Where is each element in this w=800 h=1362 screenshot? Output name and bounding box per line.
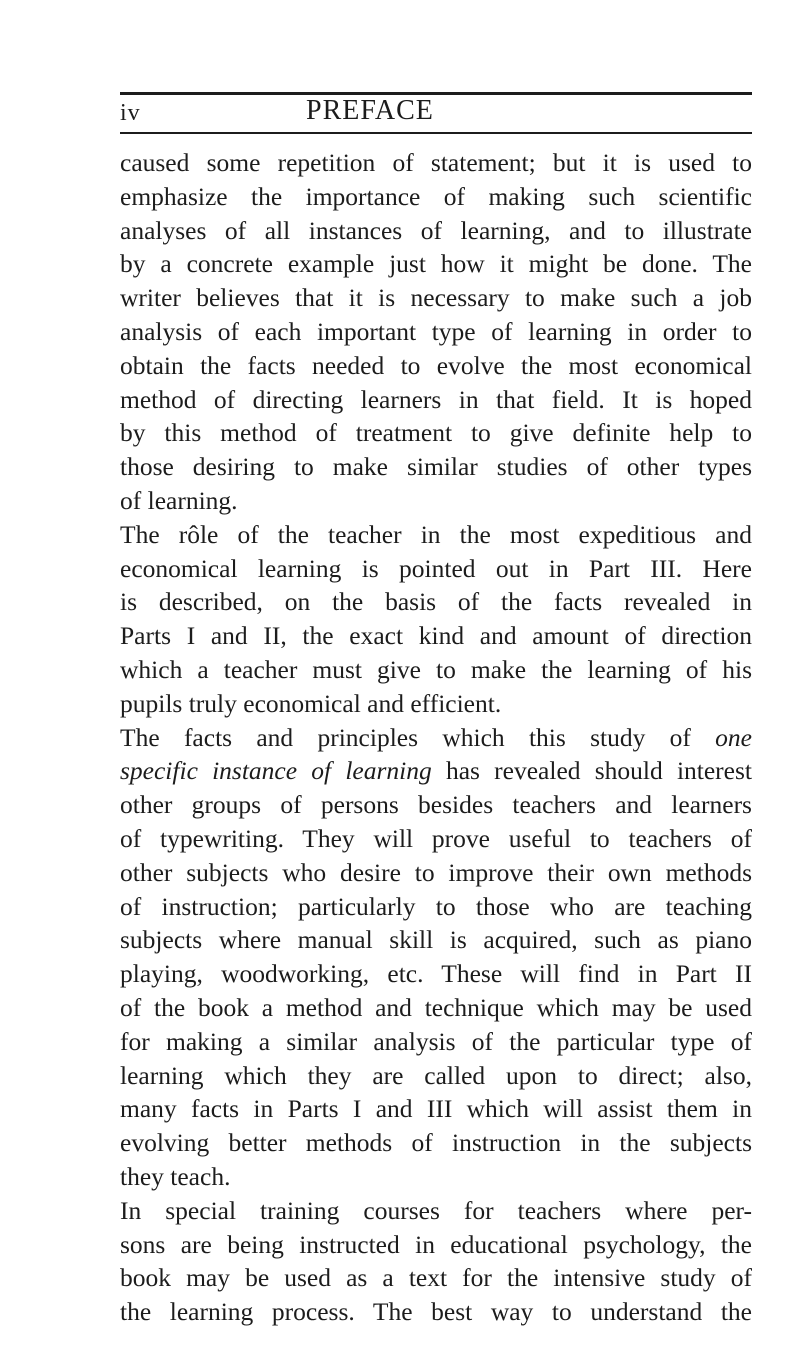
text-line: obtain the facts needed to evolve the most economical [120, 350, 752, 380]
text-line: subjects where manual skill is acquired, such as piano [120, 925, 752, 955]
text-line: they teach. [120, 1161, 231, 1191]
header-rule-bottom [120, 132, 752, 134]
text-line: for making a similar analysis of the particular type of [120, 1026, 752, 1056]
text-line: caused some repetition of statement; but it is used to [120, 148, 752, 177]
text-line [120, 721, 752, 755]
text-line: In special training courses for teachers where per- [120, 1195, 752, 1225]
text-line: Parts I and II, the exact kind and amount of direction [120, 621, 752, 651]
body-text [120, 146, 752, 1329]
text-line: other subjects who desire to improve their own methods [120, 857, 752, 887]
text-line: of the book a method and technique which may be used [120, 992, 752, 1022]
text-line: which a teacher must give to make the learning of his [120, 654, 752, 684]
text-segment: has revealed should interest [431, 756, 753, 786]
running-head [120, 92, 752, 136]
text-line: method of directing learners in that field. It is hoped [120, 384, 752, 414]
text-line: of typewriting. They will prove useful to teachers of [120, 823, 752, 853]
text-line: by this method of treatment to give definite help to [120, 418, 752, 448]
text-line: The rôle of the teacher in the most expeditious and [120, 519, 752, 549]
text-line: of instruction; particularly to those who are teaching [120, 891, 752, 921]
text-line: those desiring to make similar studies of other types [120, 452, 752, 482]
text-segment: The facts and principles which this study of [120, 722, 716, 752]
italic-text: specific instance of learning [120, 756, 432, 786]
page-number: iv [120, 100, 141, 126]
text-line: the learning process. The best way to understand the [120, 1297, 752, 1327]
text-line: learning which they are called upon to direct; also, [120, 1060, 752, 1090]
text-line: emphasize the importance of making such scientific [120, 181, 752, 211]
running-title: PREFACE [306, 95, 434, 126]
text-line: writer believes that it is necessary to make such a job [120, 283, 752, 313]
text-line: economical learning is pointed out in Part III. Here [120, 553, 752, 583]
text-line: book may be used as a text for the intensive study of [120, 1263, 752, 1293]
text-line: of learning. [120, 485, 238, 515]
text-line: playing, woodworking, etc. These will find in Part II [120, 959, 752, 989]
text-line: by a concrete example just how it might be done. The [120, 249, 752, 279]
text-line: other groups of persons besides teachers and learners [120, 790, 752, 820]
text-line: evolving better methods of instruction in the subjects [120, 1128, 752, 1158]
text-line: analyses of all instances of learning, and to illustrate [120, 215, 752, 245]
text-line [120, 754, 752, 788]
header-rule-top [120, 92, 752, 95]
text-line: sons are being instructed in educational psychology, the [120, 1229, 752, 1259]
text-line: pupils truly economical and efficient. [120, 688, 502, 718]
text-line: many facts in Parts I and III which will assist them in [120, 1094, 752, 1124]
italic-text: one [715, 722, 752, 752]
text-line: analysis of each important type of learning in order to [120, 316, 752, 346]
text-line: is described, on the basis of the facts revealed in [120, 587, 752, 617]
